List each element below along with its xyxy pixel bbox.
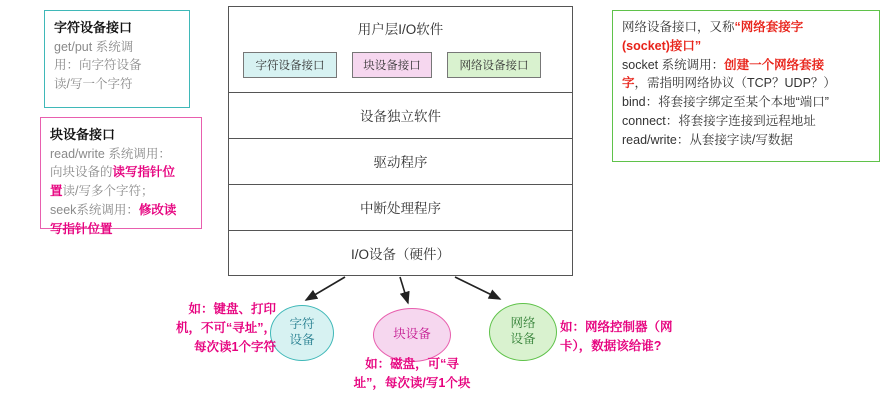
- note-text: socket 系统调用：: [622, 57, 725, 72]
- note-highlight: 创建一个网络套接: [724, 57, 825, 72]
- note-character-device-interface: [44, 10, 190, 108]
- arrow-to-net-device: [455, 277, 500, 299]
- note-line: [622, 18, 870, 37]
- note-line: read/write：从套接字读/写数据: [622, 132, 793, 147]
- device-label-line: 设备: [289, 333, 315, 347]
- note-line: connect：将套接字连接到远程地址: [622, 113, 816, 128]
- note-line: bind：将套接字绑定至某个本地“端口”: [622, 95, 829, 109]
- stack-layer-device-independent-software: 设备独立软件: [229, 92, 572, 139]
- note-highlight: (socket)接口”: [622, 38, 702, 53]
- device-character: [270, 305, 334, 361]
- note-text: 向块设备的: [50, 165, 113, 180]
- interface-chip-character-device[interactable]: 字符设备接口: [243, 52, 337, 78]
- note-text: seek系统调用：: [50, 202, 139, 217]
- note-title: 字符设备接口: [54, 20, 133, 35]
- caption-line: 址”，每次读/写1个块: [353, 375, 471, 390]
- caption-network-device: [560, 318, 690, 356]
- note-title: 块设备接口: [50, 127, 116, 142]
- caption-line: 如：键盘、打印: [188, 302, 276, 316]
- note-highlight: “网络套接字: [734, 20, 804, 34]
- note-line: [622, 56, 870, 75]
- note-highlight: 置: [50, 184, 63, 198]
- note-line: [50, 220, 192, 239]
- stack-layer-user-io-software: [229, 7, 572, 93]
- stack-layer-io-hardware: I/O设备（硬件）: [350, 246, 450, 262]
- note-line: get/put 系统调: [54, 39, 134, 54]
- note-line: [622, 37, 870, 56]
- device-label-line: 设备: [510, 332, 536, 346]
- caption-line: 卡），数据该给谁?: [560, 338, 662, 353]
- io-software-stack: [228, 6, 573, 276]
- arrow-to-block-device: [400, 277, 408, 303]
- note-network-device-interface: [612, 10, 880, 162]
- interface-chip-block-device[interactable]: 块设备接口: [352, 52, 432, 78]
- note-line: 用：向字符设备: [54, 58, 142, 73]
- note-line: read/write 系统调用：: [50, 146, 171, 161]
- device-block: 块设备: [373, 308, 451, 362]
- note-text: 读/写多个字符；: [62, 184, 154, 198]
- note-text: 网络设备接口，又称: [622, 20, 735, 34]
- note-block-device-interface: [40, 117, 202, 236]
- stack-layer-interrupt-handler: 中断处理程序: [229, 184, 572, 231]
- caption-block-device: [336, 355, 488, 393]
- interface-chip-network-device[interactable]: 网络设备接口: [447, 52, 541, 78]
- layer-label: 用户层I/O软件: [357, 22, 444, 37]
- caption-line: 如：磁盘，可“寻: [365, 357, 459, 371]
- note-line: [622, 74, 870, 93]
- arrow-to-char-device: [306, 277, 345, 300]
- note-highlight: 写指针位置: [50, 221, 113, 236]
- caption-line: 如：网络控制器（网: [560, 320, 673, 334]
- note-line: [50, 201, 192, 220]
- note-highlight: 字: [622, 76, 635, 91]
- device-label-line: 网络: [510, 316, 536, 331]
- note-highlight: 读写指针位: [112, 165, 176, 180]
- device-label-line: 字符: [289, 317, 315, 332]
- note-text: ，需指明网络协议（TCP？UDP？）: [634, 76, 836, 91]
- caption-line: 每次读1个字符: [194, 339, 276, 354]
- note-highlight: 修改读: [138, 202, 177, 217]
- note-line: [50, 182, 192, 201]
- device-network: [489, 303, 557, 361]
- caption-character-device: [136, 300, 276, 356]
- note-line: [50, 163, 192, 182]
- caption-line: 机，不可“寻址”，: [175, 320, 276, 335]
- note-line: 读/写一个字符: [54, 77, 133, 91]
- stack-layer-driver: 驱动程序: [229, 138, 572, 185]
